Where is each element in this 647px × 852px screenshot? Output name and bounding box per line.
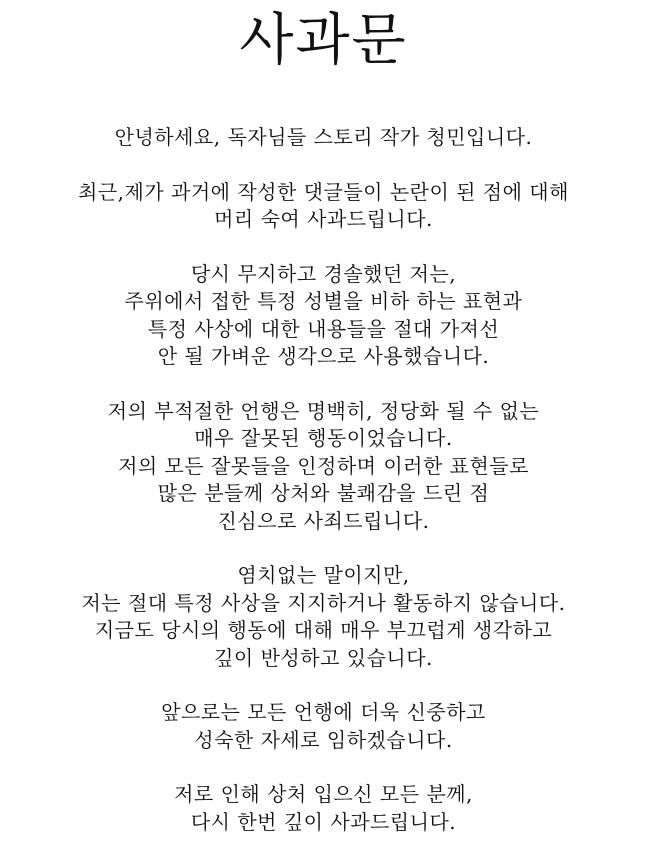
text-line: 깊이 반성하고 있습니다. — [214, 645, 433, 670]
text-line: 저의 부적절한 언행은 명백히, 정당화 될 수 없는 — [107, 398, 540, 423]
document-title: 사과문 — [239, 8, 408, 73]
text-line: 지금도 당시의 행동에 대해 매우 부끄럽게 생각하고 — [94, 618, 553, 642]
paragraph-greeting — [0, 124, 647, 152]
paragraph-past-behavior — [0, 261, 647, 371]
text-line: 다시 한번 깊이 사과드립니다. — [190, 809, 457, 834]
paragraph-promise — [0, 699, 647, 754]
text-line: 특정 사상에 대한 내용들을 절대 가져선 — [147, 316, 500, 341]
text-line: 주위에서 접한 특정 성별을 비하 하는 표현과 — [124, 289, 523, 313]
text-line: 머리 숙여 사과드립니다. — [214, 207, 433, 231]
paragraph-closing — [0, 781, 647, 836]
text-line: 안 될 가벼운 생각으로 사용했습니다. — [157, 344, 490, 368]
paragraph-apology-intro — [0, 179, 647, 234]
text-line: 저로 인해 상처 입으신 모든 분께, — [174, 782, 473, 806]
text-line: 많은 분들께 상처와 불쾌감을 드린 점 — [157, 481, 490, 505]
text-line: 염치없는 말이지만, — [237, 563, 410, 587]
text-line: 앞으로는 모든 언행에 더욱 신중하고 — [161, 700, 486, 724]
document-body — [0, 124, 647, 836]
text-line: 최근,제가 과거에 작성한 댓글들이 논란이 된 점에 대해 — [78, 179, 569, 204]
text-line: 저의 모든 잘못들을 인정하며 이러한 표현들로 — [118, 453, 529, 478]
paragraph-clarification — [0, 562, 647, 672]
text-line: 매우 잘못된 행동이었습니다. — [194, 426, 453, 450]
text-line: 성숙한 자세로 임하겠습니다. — [194, 727, 453, 752]
text-line: 당시 무지하고 경솔했던 저는, — [190, 261, 457, 286]
text-line: 안녕하세요, 독자님들 스토리 작가 청민입니다. — [114, 125, 533, 149]
text-line: 저는 절대 특정 사상을 지지하거나 활동하지 않습니다. — [81, 590, 566, 615]
paragraph-admission — [0, 398, 647, 536]
text-line: 진심으로 사죄드립니다. — [217, 508, 430, 533]
